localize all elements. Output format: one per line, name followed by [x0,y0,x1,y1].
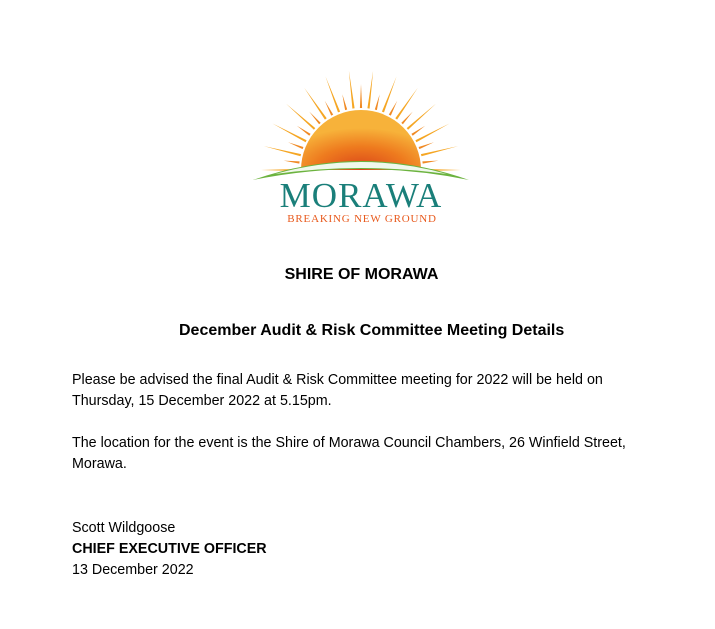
sun-ray [407,104,436,130]
notice-title: December Audit & Risk Committee Meeting Details [179,322,565,339]
sun-ray [304,88,327,120]
signatory-name: Scott Wildgoose [72,520,176,536]
sun-ray [286,104,315,130]
logo-wordmark: MORAWA [279,176,443,215]
sun-ray [367,71,373,109]
sun-ray [419,142,434,149]
sun-ray [375,94,380,110]
signature-date: 13 December 2022 [72,562,194,578]
morawa-logo [245,62,477,227]
sun-ray [360,84,362,108]
meeting-date-paragraph: Please be advised the final Audit & Risk Committee meeting for 2022 will be held on Thursday, 15 December 2022 at 5.15pm. [72,372,603,409]
sun-ray [273,124,307,143]
sun-ray [349,71,355,109]
sun-ray [342,94,347,110]
sun-ray [411,126,425,136]
sun-ray [309,112,320,125]
logo-tagline: BREAKING NEW GROUND [287,213,437,225]
sun-ray [389,101,397,116]
sun-ray [288,142,303,149]
organisation-title: SHIRE OF MORAWA [284,266,439,283]
sun-ray [421,146,458,156]
meeting-location-paragraph: The location for the event is the Shire of Morawa Council Chambers, 26 Winfield Street, Morawa. [72,435,626,472]
sun-ray [284,161,300,164]
sun-ray [264,146,301,156]
sun-emblem [245,62,477,227]
sun-ray [422,161,438,164]
signature-block [72,518,267,581]
sun-ray [401,112,412,125]
sun-ray [395,88,418,120]
signatory-role: CHIEF EXECUTIVE OFFICER [72,541,267,557]
sun-ray [325,101,333,116]
sun-ray [415,124,449,143]
sun-ray [297,126,311,136]
